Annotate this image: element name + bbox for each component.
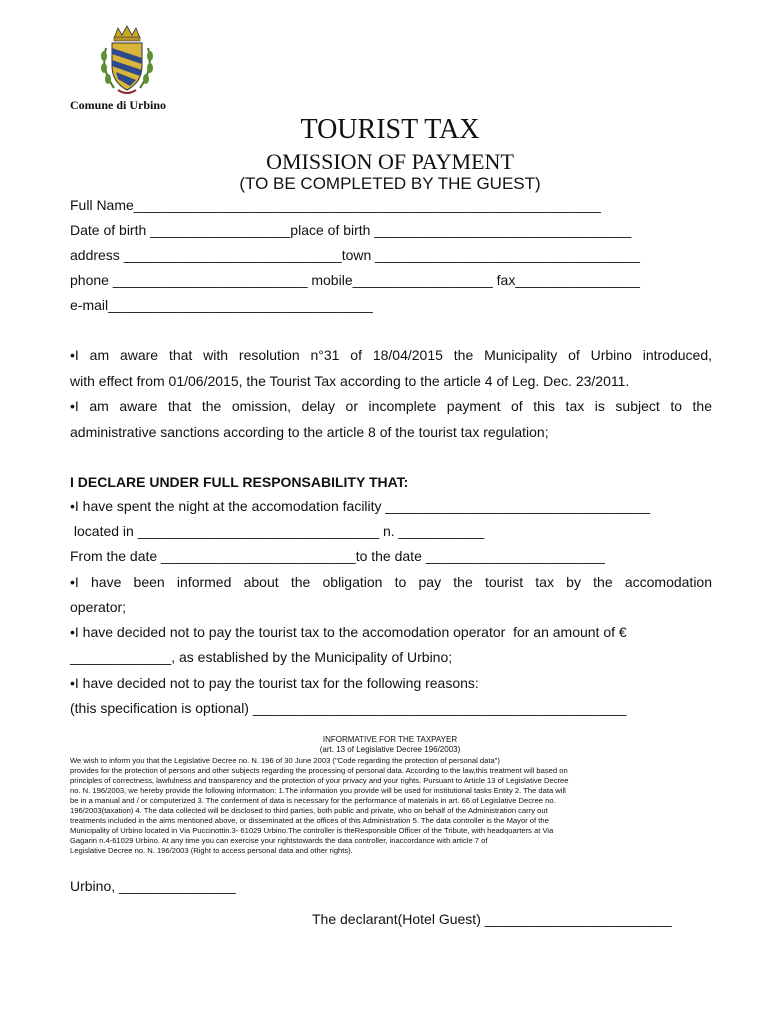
email-field[interactable]: e-mail__________________________________ xyxy=(70,297,373,313)
document-subtitle: OMISSION OF PAYMENT xyxy=(266,149,514,174)
informative-line: Municipality of Urbino located in Via Puccinottin.3- 61029 Urbino.The controller is theResponsible Officer of the Tribute, with headquarters at Via xyxy=(70,826,554,835)
awareness-line: •I am aware that the omission, delay or incomplete payment of this tax is subject to the xyxy=(70,398,712,414)
informative-subtitle: (art. 13 of Legislative Decree 196/2003) xyxy=(319,745,461,754)
informative-line: We wish to inform you that the Legislative Decree no. N. 196 of 30 June 2003 ("Code regarding the protection of personal data") xyxy=(70,756,500,765)
informative-line: Legislative Decree no. N. 196/2003 (Right to access personal data and other rights). xyxy=(70,846,353,855)
awareness-line: with effect from 01/06/2015, the Tourist Tax according to the article 4 of Leg. Dec. 23/2011. xyxy=(70,373,630,389)
informative-line: no. N. 196/2003, we hereby provide the following information: 1.The information you provide will be used for institutional tasks Entity 2. The data will xyxy=(70,786,566,795)
location-field[interactable]: located in _______________________________ n. ___________ xyxy=(70,523,485,539)
declaration-line: •I have decided not to pay the tourist tax for the following reasons: xyxy=(70,675,479,691)
informative-line: 196/2003(taxation) 4. The data collected will be disclosed to third parties, both public and private, who on behalf of the Administration carry out xyxy=(70,806,548,815)
phone-field[interactable]: phone _________________________ mobile__________________ fax________________ xyxy=(70,272,640,288)
declaration-line: •I have been informed about the obligation to pay the tourist tax by the accomodation xyxy=(70,574,712,590)
awareness-line: •I am aware that with resolution n°31 of 18/04/2015 the Municipality of Urbino introduced, xyxy=(70,347,712,363)
full-name-field[interactable]: Full Name____________________________________________________________ xyxy=(70,197,601,213)
declaration-heading: I DECLARE UNDER FULL RESPONSABILITY THAT: xyxy=(70,474,409,490)
informative-line: provides for the protection of persons and other subjects regarding the processing of personal data. According to the law,this treatment will based on xyxy=(70,766,568,775)
date-range-field[interactable]: From the date _________________________to the date _______________________ xyxy=(70,548,605,564)
informative-line: principles of correctness, lawfulness and transparency and the protection of your privacy and your rights. Pursuant to Article 13 of Legislative Decree xyxy=(70,776,569,785)
informative-line: treatments included in the aims mentioned above, or disseminated at the offices of this Administration 5. The data controller is the Mayor of the xyxy=(70,816,549,825)
completion-note: (TO BE COMPLETED BY THE GUEST) xyxy=(239,174,541,193)
place-date-field[interactable]: Urbino, _______________ xyxy=(70,878,236,894)
amount-field[interactable]: _____________, as established by the Municipality of Urbino; xyxy=(70,649,453,665)
awareness-line: administrative sanctions according to the article 8 of the tourist tax regulation; xyxy=(70,424,549,440)
accommodation-field[interactable]: •I have spent the night at the accomodation facility __________________________________ xyxy=(70,498,651,514)
declaration-line: •I have decided not to pay the tourist tax to the accomodation operator for an amount of € xyxy=(70,624,627,640)
declaration-line: operator; xyxy=(70,599,127,615)
birth-field[interactable]: Date of birth __________________place of birth _________________________________ xyxy=(70,222,632,238)
informative-line: Gagarin n.4-61029 Urbino. At any time you can exercise your rightstowards the data controller, inaccordance with article 7 of xyxy=(70,836,488,845)
informative-title: INFORMATIVE FOR THE TAXPAYER xyxy=(322,735,458,744)
document-title: TOURIST TAX xyxy=(300,114,480,145)
urbino-coat-of-arms-icon xyxy=(96,24,158,98)
reasons-field[interactable]: (this specification is optional) ________________________________________________ xyxy=(70,700,627,716)
declarant-signature-field[interactable]: The declarant(Hotel Guest) ________________________ xyxy=(312,911,672,927)
municipality-name: Comune di Urbino xyxy=(70,98,167,112)
address-field[interactable]: address ____________________________town __________________________________ xyxy=(70,247,640,263)
informative-line: be in a manual and / or computerized 3. The conferment of data is necessary for the performance of materials in art. 66 of Legislative Decree no. xyxy=(70,796,556,805)
